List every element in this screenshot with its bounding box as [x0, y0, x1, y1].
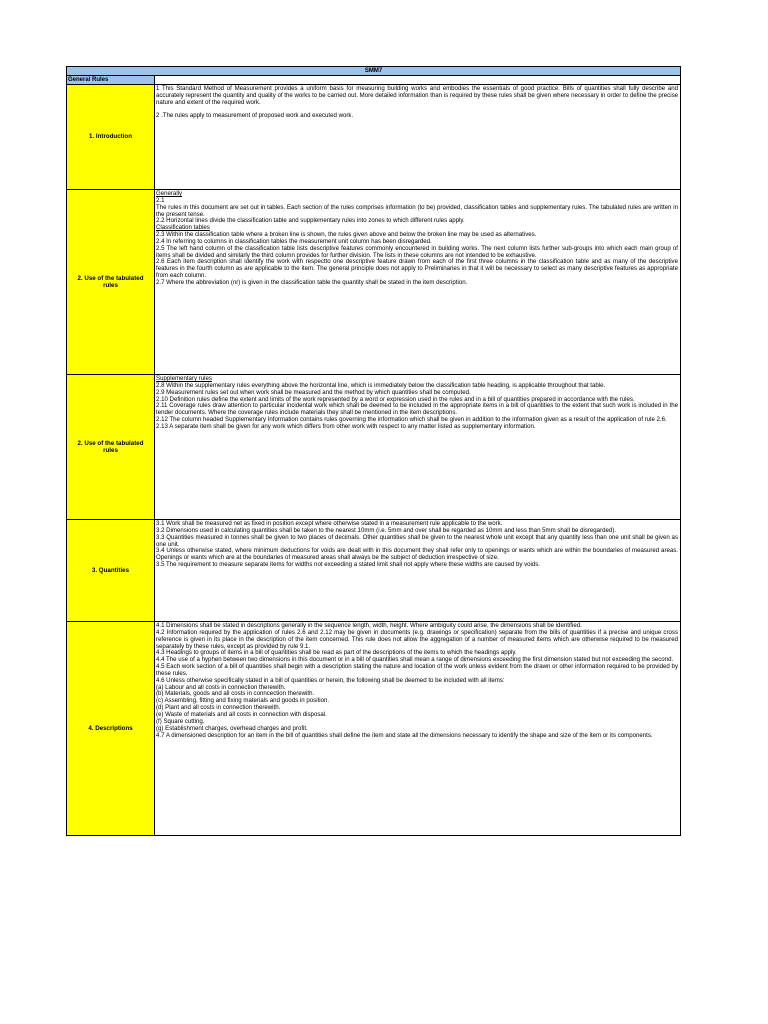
- rule-line: 3.2 Dimensions used in calculating quantities shall be taken to the nearest 10mm (i.e. 5mm and over shall be regarded as 10mm and less than 5mm shall be disregarded).: [156, 526, 616, 534]
- rule-row-quantities: [67, 520, 681, 622]
- rule-line: 2.5 The left hand column of the classification table lists descriptive features commonly encountered in building works. The next column lists further sub-groups into which each main group of items shall be divided and similarly the third column provides for further division. The lists in these columns are not intended to be exhaustive.: [156, 244, 678, 259]
- row-label: 3. Quantities: [67, 520, 155, 622]
- rule-text-cell: [155, 520, 681, 622]
- rule-text-cell: [155, 190, 681, 375]
- rule-row-introduction: [67, 85, 681, 190]
- subheading: Supplementary rules: [156, 375, 212, 382]
- row-label: 2. Use of the tabulated rules: [67, 375, 155, 520]
- rule-line: 1 This Standard Method of Measurement provides a uniform basis for measuring building works and embodies the essentials of good practice. Bills of quantities shall fully describe and accurately represent the quantity and quality of the works to be carried out. More detailed information than is required by these rules shall be given where necessary in order to define the precise nature and extent of the required work.: [156, 85, 678, 106]
- rule-line: 2.4 In referring to columns in classification tables the measurement unit column has been disregarded.: [156, 237, 432, 245]
- rule-text-cell: [155, 622, 681, 836]
- rule-line: (e) Waste of materials and all costs in connection with disposal.: [156, 710, 327, 718]
- rule-line: The rules in this document are set out in tables. Each section of the rules comprises information (to be) provided, classification tables and supplementary rules. The tabulated rules are written in the present tense.: [156, 203, 678, 218]
- sheet-title: SMM7: [67, 67, 681, 76]
- rule-text-cell: [155, 375, 681, 520]
- rule-line: (a) Labour and all costs in connection therewith.: [156, 683, 286, 691]
- rule-line: (c) Assembling, fitting and fixing materials and goods in position.: [156, 697, 330, 705]
- rule-line: 4.4 The use of a hyphen between two dimensions in this document or in a bill of quantities shall mean a range of dimensions exceeding the first dimension stated but not exceeding the second.: [156, 656, 674, 664]
- rule-line: 2.12 The column headed Supplementary Information contains rules governing the information which shall be given in addition to the information given as a result of the application of rule 2.6.: [156, 416, 667, 424]
- rule-line: 3.5 The requirement to measure separate items for widths not exceeding a stated limit shall not apply where these widths are caused by voids.: [156, 561, 540, 569]
- row-label: 2. Use of the tabulated rules: [67, 190, 155, 375]
- rule-row-tabulated-rules-supplementary: [67, 375, 681, 520]
- rule-line: 2.10 Definition rules define the extent and limits of the work represented by a word or expression used in the rules and in a bill of quantities prepared in accordance with the rules.: [156, 395, 635, 403]
- rule-line: 2 .The rules apply to measurement of proposed work and executed work.: [156, 111, 354, 119]
- rule-text-cell: [155, 85, 681, 190]
- rule-line: 3.3 Quantities measured in tonnes shall be given to two places of decimals. Other quantities shall be given to the nearest whole unit except that any quantity less than one unit shall be given as one unit.: [156, 533, 678, 548]
- rule-line: 3.1 Work shall be measured net as fixed in position except where otherwise stated in a measurement rule applicable to the work.: [156, 520, 503, 527]
- rule-line: 2.7 Where the abbreviation (nr) is given in the classification table the quantity shall be stated in the item description.: [156, 278, 468, 286]
- rule-line: (d) Plant and all costs in connection therewith.: [156, 704, 281, 712]
- rule-line: 4.7 A dimensioned description for an item in the bill of quantities shall define the item and state all the dimensions necessary to identify the shape and size of the item or its components.: [156, 731, 653, 739]
- rule-line: 4.2 Information required by the application of rules 2.6 and 2.12 may be given in documents (e.g. drawings or specification) separate from the bills of quantities if a precise and unique cross reference is given in its place in the description of the item concerned. This rule does not allow the aggregation of a number of measured items which are otherwise required to be measured separately by these rules, except as provided by rule 9.1.: [156, 628, 678, 650]
- row-label: 4. Descriptions: [67, 622, 155, 836]
- subheading: Generally: [156, 190, 183, 197]
- section-header-blank: [155, 76, 681, 85]
- section-header: General Rules: [67, 76, 155, 85]
- row-label: 1. Introduction: [67, 85, 155, 190]
- rule-line: 2.13 A separate item shall be given for any work which differs from other work with respect to any matter listed as supplementary information.: [156, 422, 536, 430]
- section-header-row: [67, 76, 681, 85]
- subheading: Classification tables: [156, 224, 210, 232]
- rule-line: 4.6 Unless otherwise specifically stated in a bill of quantities or herein, the following shall be deemed to be included with all items:: [156, 676, 505, 684]
- rule-line: 4.3 Headings to groups of items in a bill of quantities shall be read as part of the descriptions of the items to which the headings apply.: [156, 649, 517, 657]
- rule-line: (f) Square cutting.: [156, 717, 205, 725]
- rule-line: 2.9 Measurement rules set out when work shall be measured and the method by which quantities shall be computed.: [156, 388, 471, 396]
- rule-line: (b) Materials, goods and all costs in conncection therewith.: [156, 690, 315, 698]
- title-row: [67, 67, 681, 76]
- rule-line: 2.3 Within the classification table where a broken line is shown, the rules given above and below the broken line may be used as alternatives.: [156, 231, 537, 239]
- rule-line: 2.8 Within the supplementary rules everything above the horizontal line, which is immediately below the classification table heading, is applicable throughout that table.: [156, 381, 606, 389]
- rule-row-descriptions: [67, 622, 681, 836]
- rule-line: 2.11 Coverage rules draw attention to particular incidental work which shall be deemed to be included in the appropriate items in a bill of quantities to the extent that such work is included in the tender documents. Where the coverage rules include materials they shall be mentioned in the item descriptions.: [156, 402, 678, 417]
- smm7-rules-table: [66, 66, 681, 836]
- rule-line: 2.1: [156, 196, 165, 204]
- rule-line: 2.6 Each item description shall identify the work with respectto one descriptive feature drawn from each of the first three columns in the classification table and as many of the descriptive features in the fourth column as are applicable to the item. The general principle does not apply to Preliminaries in that it will be necessary to select as many descriptive features as appropriate from each column.: [156, 258, 678, 280]
- rule-row-tabulated-rules-generally: [67, 190, 681, 375]
- rule-line: (g) Establishment charges, overhead charges and profit.: [156, 724, 308, 732]
- rule-line: 4.1 Dimensions shall be stated in descriptions generally in the sequence length, width, height. Where ambiguity could arise, the dimensions shall be identified.: [156, 622, 582, 629]
- rule-line: 4.5 Each work section of a bill of quantities shall begin with a description stating the nature and location of the work unless evident from the drawn or other information required to be provided by these rules.: [156, 663, 678, 677]
- rule-line: 3.4 Unless otherwise stated, where minimum deductions for voids are dealt with in this document they shall refer only to openings or wants which are within the boundaries of measured areas. Openings or wants which are at the boundaries of measured areas shall always be the subject of deduction irrespective of size.: [156, 547, 678, 562]
- rule-line: 2.2 Horizontal lines divide the classification table and supplementary rules into zones to which different rules apply.: [156, 217, 465, 225]
